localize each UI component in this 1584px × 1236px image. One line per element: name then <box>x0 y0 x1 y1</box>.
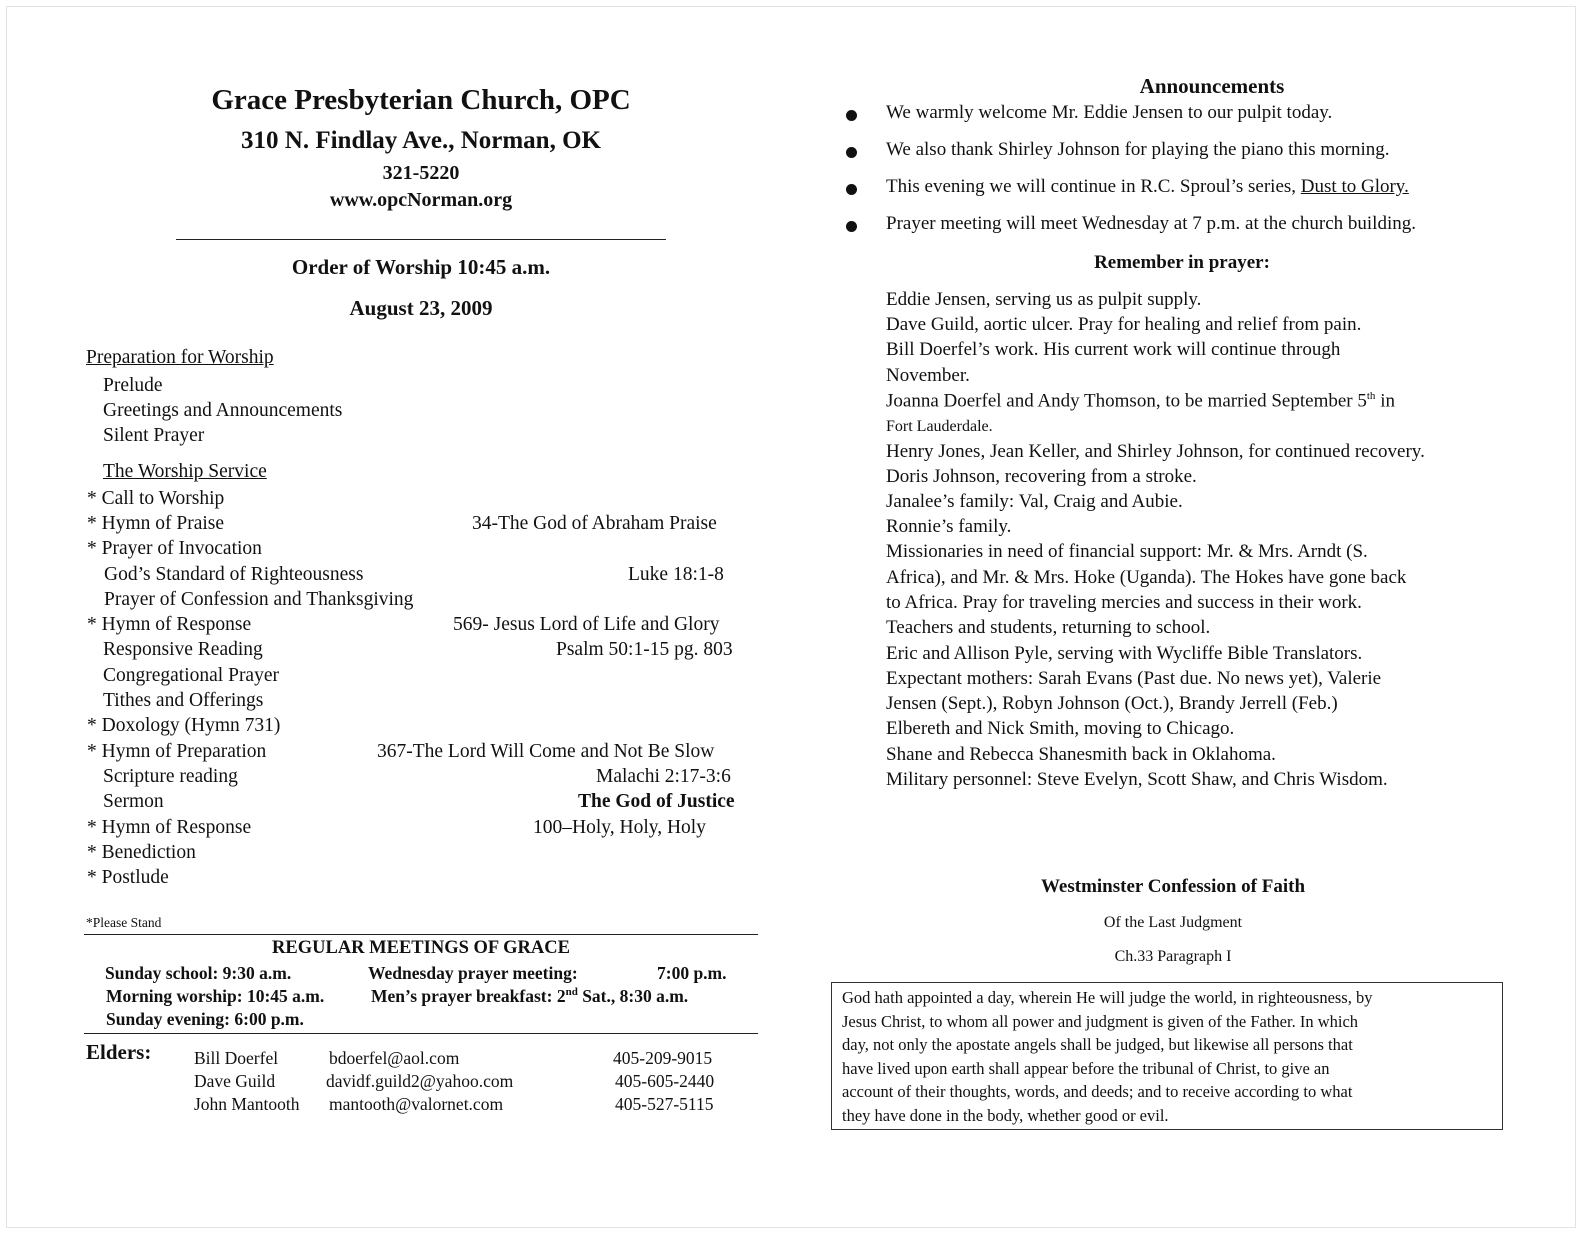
prayer-item: Military personnel: Steve Evelyn, Scott Shaw, and Chris Wisdom. <box>886 769 1388 790</box>
mens-breakfast-suffix: Sat., 8:30 a.m. <box>577 986 689 1006</box>
prayer-item: November. <box>886 365 970 386</box>
sermon-title: The God of Justice <box>578 791 735 812</box>
hymn-reference: 367-The Lord Will Come and Not Be Slow <box>377 741 715 762</box>
wednesday-meeting-time: 7:00 p.m. <box>657 963 727 983</box>
bullet-icon <box>846 110 857 121</box>
prayer-item: to Africa. Pray for traveling mercies and success in their work. <box>886 592 1362 613</box>
hymn-reference: 569- Jesus Lord of Life and Glory <box>453 614 720 635</box>
preparation-item: Silent Prayer <box>103 425 205 446</box>
prayer-item: Teachers and students, returning to school. <box>886 617 1211 638</box>
order-of-worship-title: Order of Worship 10:45 a.m. <box>291 255 551 279</box>
meetings-top-rule <box>84 934 758 935</box>
prayer-item: Janalee’s family: Val, Craig and Aubie. <box>886 491 1183 512</box>
wcf-line: day, not only the apostate angels shall be judged, but likewise all persons that <box>842 1035 1353 1054</box>
announcement-item: We also thank Shirley Johnson for playing the piano this morning. <box>886 139 1390 160</box>
service-item: * Call to Worship <box>87 488 225 509</box>
mens-breakfast-ordinal: nd <box>565 986 578 999</box>
service-item: Responsive Reading <box>103 639 263 660</box>
service-item: Congregational Prayer <box>103 665 279 686</box>
prayer-item: Bill Doerfel’s work. His current work will continue through <box>886 339 1341 360</box>
service-item: * Doxology (Hymn 731) <box>87 715 281 736</box>
prayer-item: Missionaries in need of financial support: Mr. & Mrs. Arndt (S. <box>886 541 1368 562</box>
scripture-reference: Luke 18:1-8 <box>628 564 724 585</box>
hymn-reference: 100–Holy, Holy, Holy <box>533 817 706 838</box>
elders-label: Elders: <box>86 1040 152 1064</box>
announcement-item <box>886 176 1409 198</box>
announcement-item: Prayer meeting will meet Wednesday at 7 p.m. at the church building. <box>886 213 1416 234</box>
prayer-item: Shane and Rebecca Shanesmith back in Oklahoma. <box>886 744 1276 765</box>
mens-breakfast-prefix: Men’s prayer breakfast: 2 <box>371 986 566 1006</box>
service-item: Scripture reading <box>103 766 238 787</box>
elder-phone: 405-209-9015 <box>613 1048 713 1068</box>
wcf-chapter: Ch.33 Paragraph I <box>1114 948 1232 965</box>
bullet-icon <box>846 184 857 195</box>
prayer-item: Fort Lauderdale. <box>886 418 993 435</box>
meetings-title: REGULAR MEETINGS OF GRACE <box>272 938 570 958</box>
wcf-text-box <box>831 982 1503 1130</box>
preparation-item: Prelude <box>103 375 163 396</box>
preparation-item: Greetings and Announcements <box>103 400 343 421</box>
wedding-text: Joanna Doerfel and Andy Thomson, to be married September 5 <box>886 390 1367 412</box>
prayer-item: Eddie Jensen, serving us as pulpit supply. <box>886 289 1202 310</box>
wcf-line: God hath appointed a day, wherein He will judge the world, in righteousness, by <box>842 988 1373 1007</box>
wcf-line: they have done in the body, whether good or evil. <box>842 1105 1169 1125</box>
worship-date: August 23, 2009 <box>349 296 493 320</box>
elder-phone: 405-527-5115 <box>615 1094 714 1114</box>
announcements-title: Announcements <box>1139 74 1285 98</box>
service-item: * Hymn of Response <box>87 817 252 838</box>
service-item: Tithes and Offerings <box>103 690 264 711</box>
wcf-subtitle: Of the Last Judgment <box>1103 914 1243 931</box>
prayer-item <box>886 390 1395 412</box>
elder-email: bdoerfel@aol.com <box>329 1048 460 1068</box>
church-name: Grace Presbyterian Church, OPC <box>211 84 631 116</box>
service-item: * Postlude <box>87 867 169 888</box>
service-item: * Hymn of Praise <box>87 513 225 534</box>
prayer-item: Jensen (Sept.), Robyn Johnson (Oct.), Brandy Jerrell (Feb.) <box>886 693 1338 714</box>
wcf-line: Jesus Christ, to whom all power and judgment is given of the Father. In which <box>842 1011 1359 1031</box>
mens-breakfast <box>371 986 688 1007</box>
scripture-reference: Malachi 2:17-3:6 <box>596 766 731 787</box>
meetings-bottom-rule <box>84 1033 758 1034</box>
wedding-ordinal: th <box>1366 390 1376 402</box>
sunday-school-time: Sunday school: 9:30 a.m. <box>105 963 292 983</box>
elder-email: mantooth@valornet.com <box>329 1094 504 1114</box>
service-item: God’s Standard of Righteousness <box>104 564 364 585</box>
service-item: Sermon <box>103 791 164 812</box>
series-intro: This evening we will continue in R.C. Sproul’s series, <box>886 176 1301 197</box>
bullet-icon <box>846 221 857 232</box>
wednesday-meeting-label: Wednesday prayer meeting: <box>368 963 578 983</box>
service-item: * Hymn of Preparation <box>87 741 267 762</box>
prayer-item: Africa), and Mr. & Mrs. Hoke (Uganda). The Hokes have gone back <box>886 567 1407 588</box>
bullet-icon <box>846 147 857 158</box>
wcf-line: have lived upon earth shall appear before the tribunal of Christ, to give an <box>842 1058 1330 1078</box>
elder-email: davidf.guild2@yahoo.com <box>326 1071 514 1091</box>
prayer-item: Elbereth and Nick Smith, moving to Chicago. <box>886 718 1235 739</box>
elder-name: John Mantooth <box>194 1094 300 1114</box>
prayer-item: Henry Jones, Jean Keller, and Shirley Johnson, for continued recovery. <box>886 441 1425 462</box>
church-address: 310 N. Findlay Ave., Norman, OK <box>241 127 601 154</box>
prayer-item: Expectant mothers: Sarah Evans (Past due. No news yet), Valerie <box>886 668 1382 689</box>
service-item: * Benediction <box>87 842 196 863</box>
wcf-title: Westminster Confession of Faith <box>1040 876 1306 897</box>
wedding-suffix: in <box>1375 390 1395 412</box>
prayer-list-title: Remember in prayer: <box>1094 252 1270 273</box>
announcement-item: We warmly welcome Mr. Eddie Jensen to our pulpit today. <box>886 102 1333 123</box>
service-item: * Hymn of Response <box>87 614 252 635</box>
service-item: * Prayer of Invocation <box>87 538 262 559</box>
elder-name: Dave Guild <box>194 1071 276 1091</box>
please-stand-note: *Please Stand <box>86 915 162 930</box>
prayer-item: Dave Guild, aortic ulcer. Pray for healing and relief from pain. <box>886 314 1362 335</box>
header-divider <box>176 239 666 240</box>
service-item: Prayer of Confession and Thanksgiving <box>104 589 414 610</box>
church-website: www.opcNorman.org <box>329 189 513 211</box>
series-title: Dust to Glory. <box>1300 176 1409 197</box>
morning-worship-time: Morning worship: 10:45 a.m. <box>106 986 325 1006</box>
prayer-item: Eric and Allison Pyle, serving with Wycliffe Bible Translators. <box>886 643 1363 664</box>
wcf-line: account of their thoughts, words, and deeds; and to receive according to what <box>842 1082 1353 1101</box>
church-phone: 321-5220 <box>382 162 460 184</box>
scripture-reference: Psalm 50:1-15 pg. 803 <box>556 639 733 660</box>
hymn-reference: 34-The God of Abraham Praise <box>472 513 717 534</box>
prayer-item: Ronnie’s family. <box>886 516 1012 537</box>
prayer-item: Doris Johnson, recovering from a stroke. <box>886 466 1197 487</box>
preparation-heading: Preparation for Worship <box>86 347 274 368</box>
sunday-evening-time: Sunday evening: 6:00 p.m. <box>106 1009 304 1029</box>
elder-phone: 405-605-2440 <box>615 1071 715 1091</box>
worship-service-heading: The Worship Service <box>103 461 267 482</box>
elder-name: Bill Doerfel <box>194 1048 279 1068</box>
